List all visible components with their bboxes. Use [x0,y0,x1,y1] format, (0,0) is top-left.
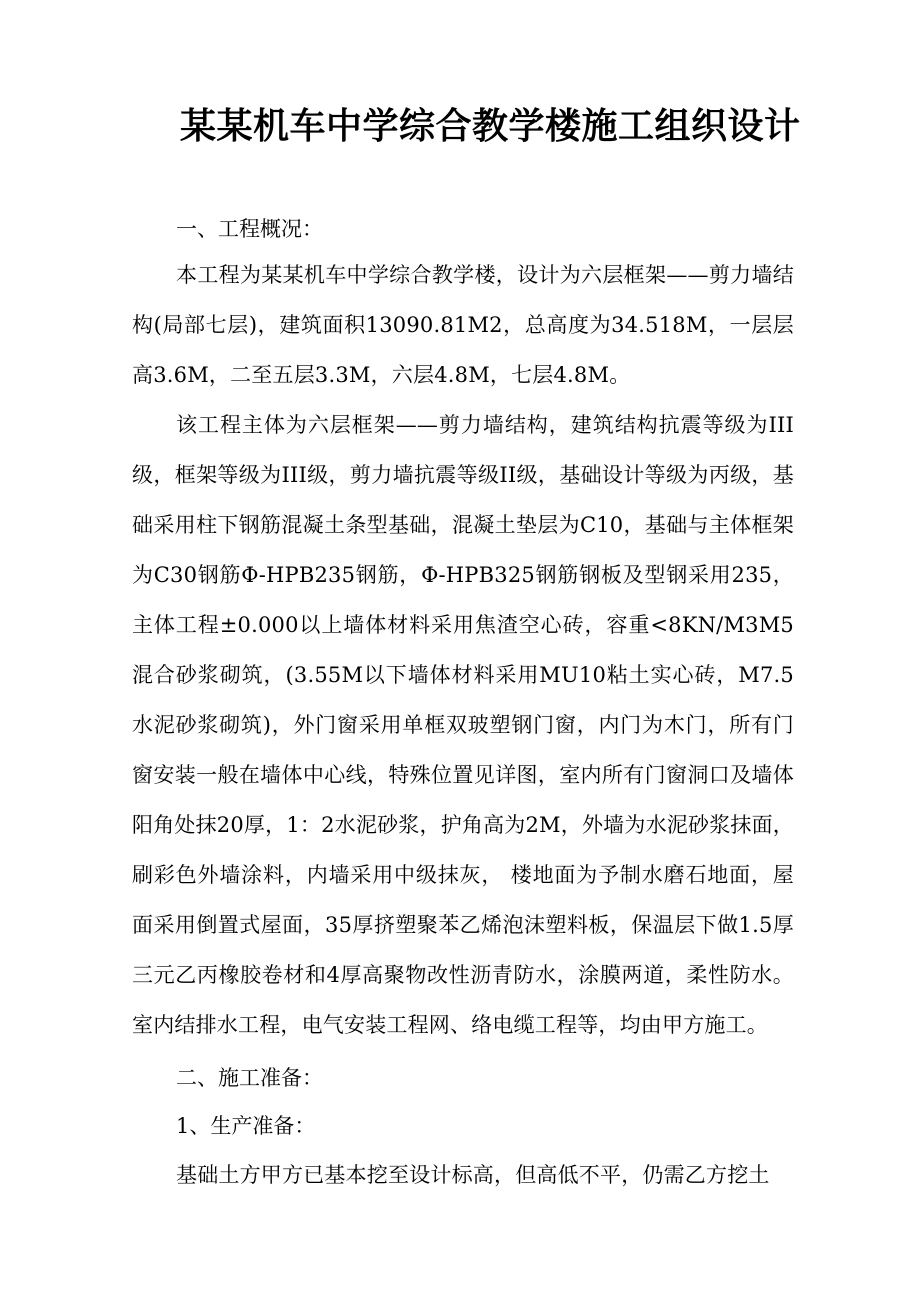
document-title: 某某机车中学综合教学楼施工组织设计 [180,105,801,147]
subsection-heading-production: 1、生产准备： [176,1114,316,1138]
section-heading-overview: 一、工程概况： [176,217,323,241]
section-heading-preparation: 二、施工准备： [176,1066,323,1090]
paragraph-structure-details: 该工程主体为六层框架——剪力墙结构，建筑结构抗震等级为III级，框架等级为III级，剪力墙抗震等级II级，基础设计等级为丙级，基础采用柱下钢筋混凝土条型基础，混凝土垫层为C10，基础与主体框架为C30钢筋Φ-HPB235钢筋，Φ-HPB325钢筋钢板及型钢采用235，主体工程±0.000以上墙体材料采用焦渣空心砖，容重<8KN/M3M5混合砂浆砌筑，(3.55M以下墙体材料采用MU10粘土实心砖，M7.5水泥砂浆砌筑)，外门窗采用单框双玻塑钢门窗，内门为木门，所有门窗安装一般在墙体中心线，特殊位置见详图，室内所有门窗洞口及墙体阳角处抹20厚，1：2水泥砂浆，护角高为2M，外墙为水泥砂浆抹面，刷彩色外墙涂料，内墙采用中级抹灰， 楼地面为予制水磨石地面，屋面采用倒置式屋面，35厚挤塑聚苯乙烯泡沫塑料板，保温层下做1.5厚三元乙丙橡胶卷材和4厚高聚物改性沥青防水，涂膜两道，柔性防水。室内结排水工程，电气安装工程网、络电缆工程等，均由甲方施工。 [132,413,794,1037]
paragraph-earthwork: 基础土方甲方已基本挖至设计标高，但高低不平，仍需乙方挖土 [176,1163,770,1187]
paragraph-project-overview: 本工程为某某机车中学综合教学楼，设计为六层框架——剪力墙结构(局部七层)，建筑面积13090.81M2，总高度为34.518M，一层层高3.6M，二至五层3.3M，六层4.8M，七层4.8M。 [132,263,794,387]
